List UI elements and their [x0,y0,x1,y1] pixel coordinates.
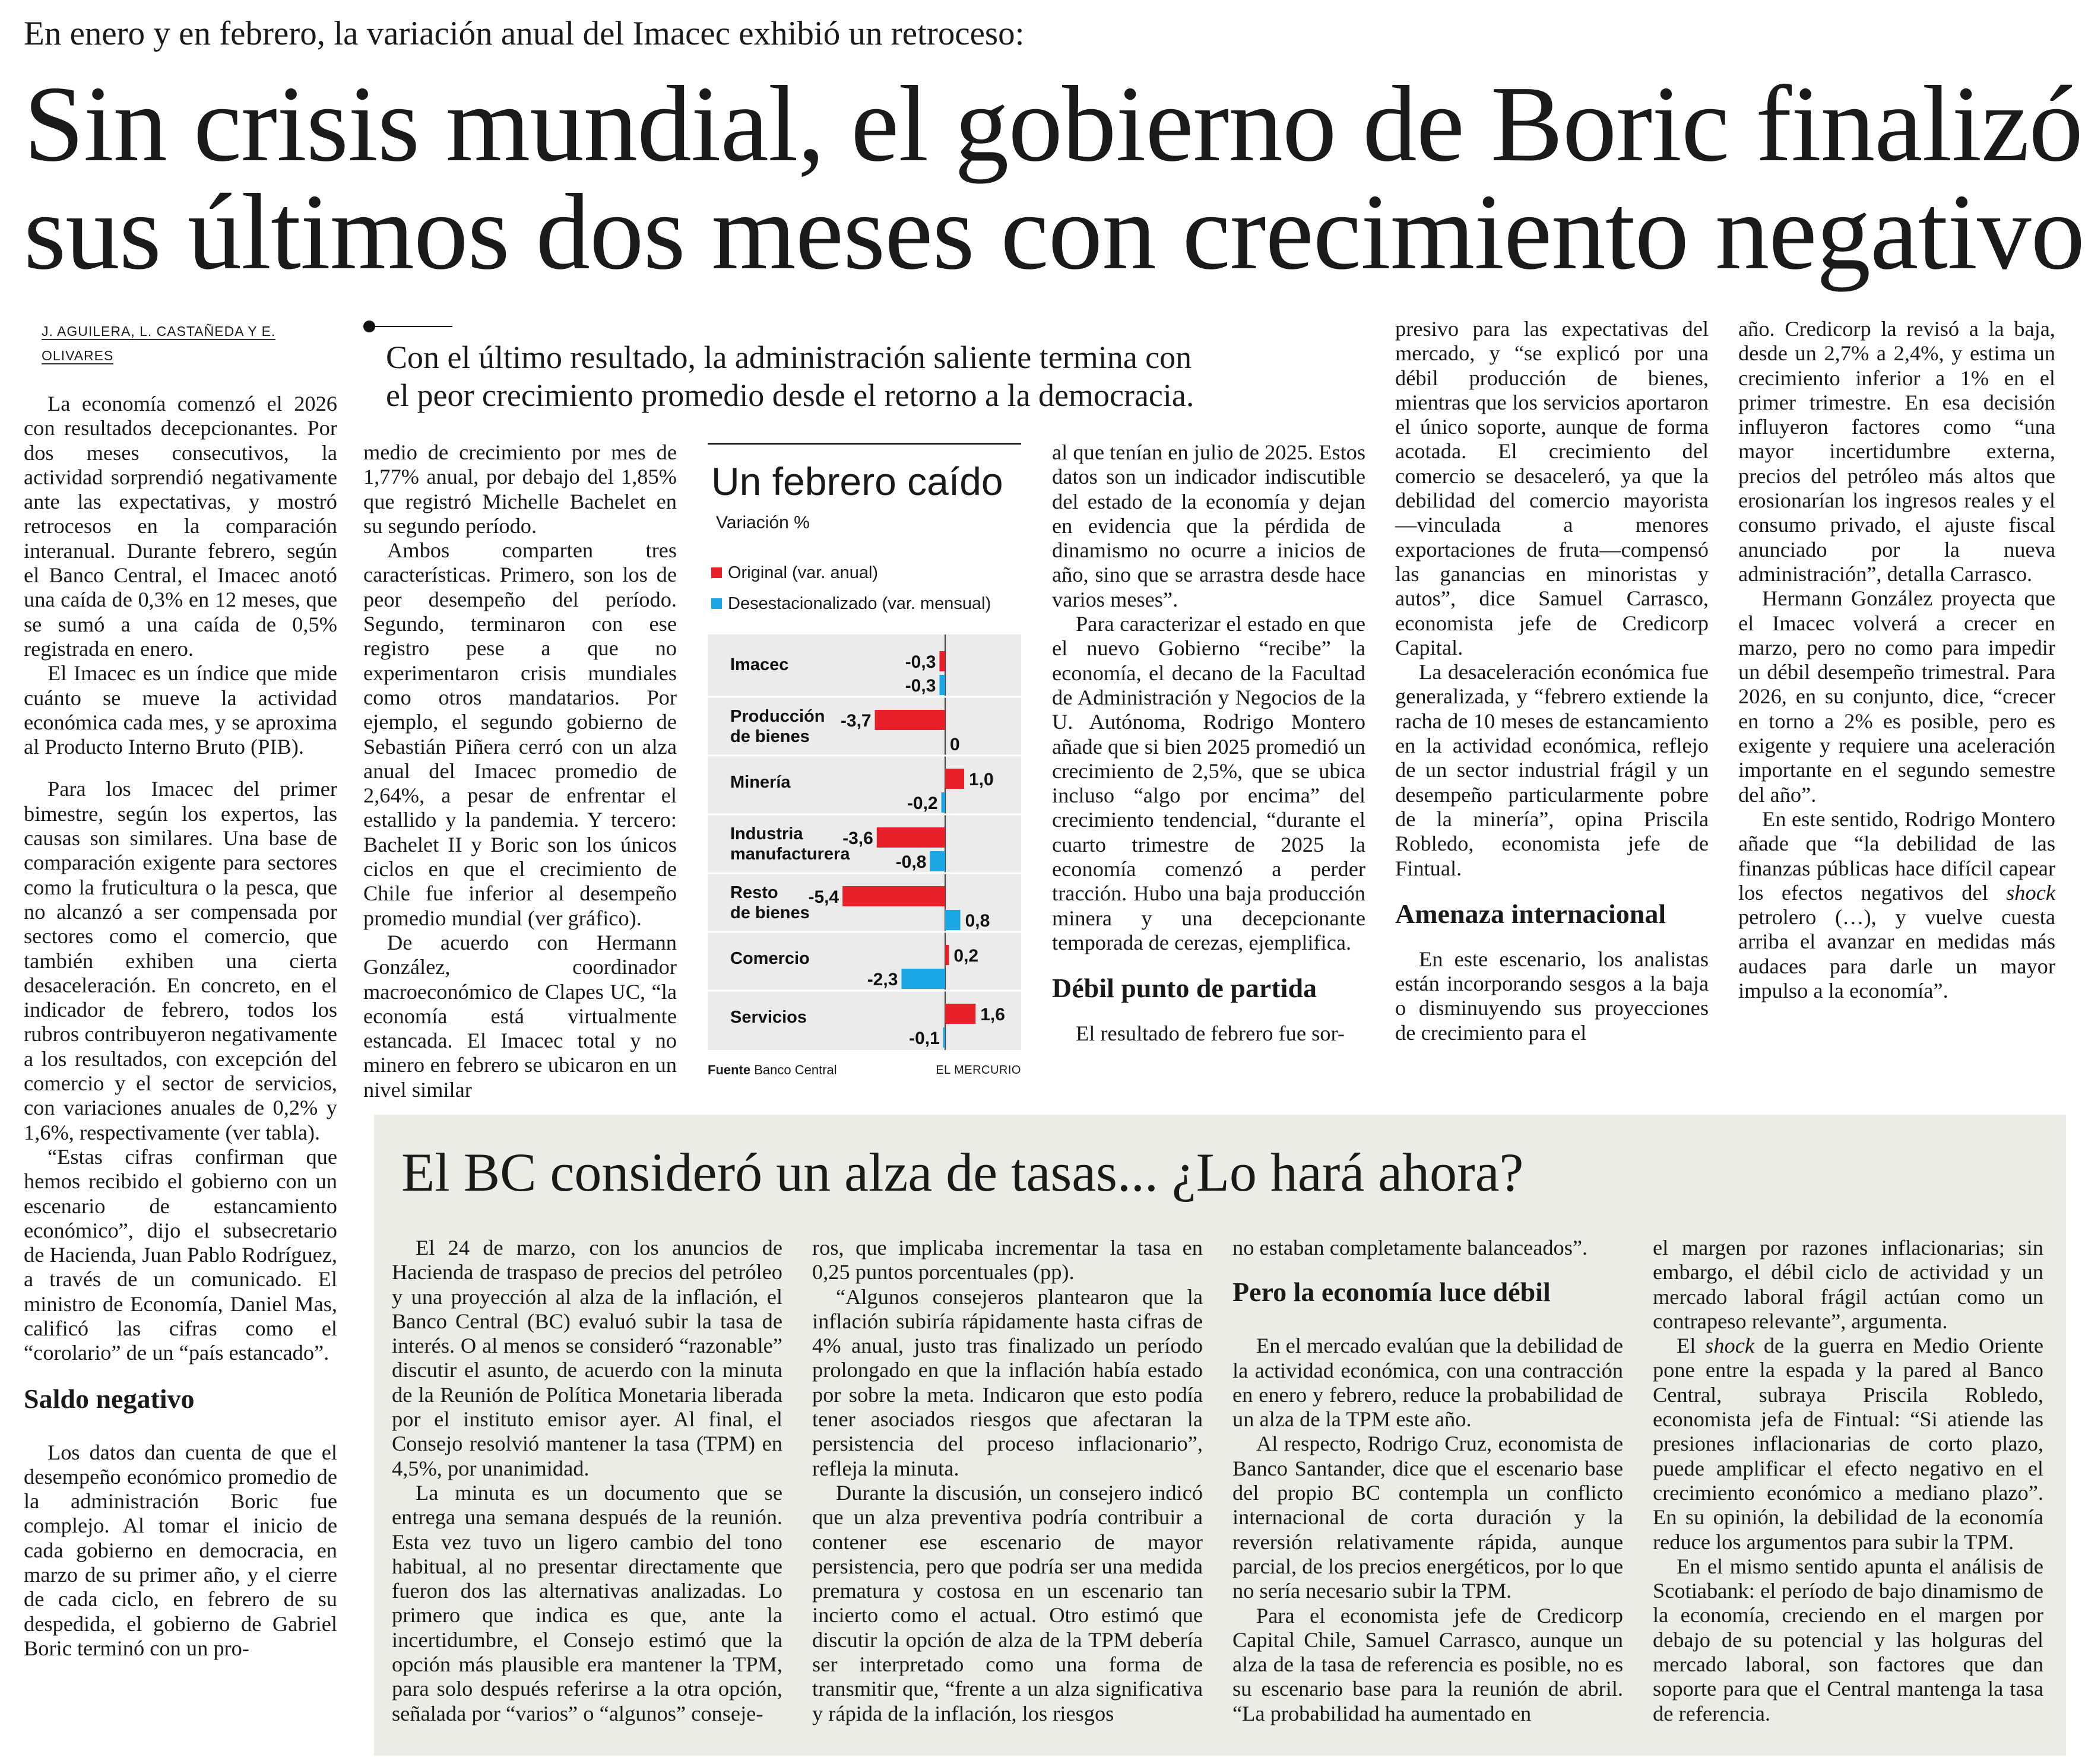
paragraph: La economía comenzó el 2026 con resultados decepcionantes. Por dos meses consecutivos, la actividad sorprendió negativamente ante las expectativas, y mostró retrocesos en la comparación interanual. Durante febrero, según el Banco Central, el Imacec anotó una caída de 0,3% en 12 meses, que se sumó a una caída de 0,5% registrada en enero. [24,392,337,661]
kicker: En enero y en febrero, la variación anual del Imacec exhibió un retroceso: [24,15,1025,52]
byline-line-2: OLIVARES [42,348,114,363]
chart-plot-area [708,634,1021,1050]
bar-desestacionalizado-4 [945,910,961,930]
value-label-desestacionalizado-1: 0 [950,735,960,754]
category-label-1: Producción de bienes [730,707,825,746]
paragraph: al que tenían en julio de 2025. Estos datos son un indicador indiscutible del estado de la economía y dejan en evidencia que la pérdida de dinamismo no ocurre a inicios de año, sino que se arrastra desde hace varios meses”. [1052,440,1365,611]
box-column-1 [392,1236,782,1726]
deck-rule [369,326,452,327]
bar-original-4 [842,886,945,906]
paragraph: Al respecto, Rodrigo Cruz, economista de Banco Santander, dice que el escenario base del propio BC contempla un conflicto internacional de corta duración y la reversión relativamente rápida, aunque parcial, de los precios energéticos, por lo que no sería necesario subir la TPM. [1232,1432,1623,1603]
bar-original-0 [939,651,945,671]
chart-source-name: Banco Central [754,1062,837,1077]
paragraph: “Algunos consejeros plantearon que la inflación subiría rápidamente hasta cifras de 4% anual, justo tras finalizado un período prolongado en que la inflación había estado por sobre la meta. Indicaron que esto podía tener asociados riesgos que afectaran la persistencia del proceso inflacionario”, refleja la minuta. [812,1284,1203,1480]
paragraph: Ambos comparten tres características. Primero, son los de peor desempeño del período. Segundo, terminaron con ese registro pese a que no experimentaron crisis mundiales como otros mandatarios. Por ejemplo, el segundo gobierno de Sebastián Piñera cerró con un alza anual del Imacec promedio de 2,64%, a pesar de enfrentar el estallido y la pandemia. Y tercero: Bachelet II y Boric son los únicos ciclos en que el crecimiento de Chile fue inferior al desempeño promedio mundial (ver gráfico). [363,538,677,930]
legend-label: Original (var. anual) [728,563,879,582]
legend-swatch-red [711,567,722,578]
bar-original-3 [877,827,945,848]
sidebar-story-title: El BC consideró un alza de tasas... ¿Lo hará ahora? [401,1142,1524,1203]
box-column-4 [1653,1236,2043,1726]
byline [42,319,303,368]
subheading-pero-la-economia-luce-debil: Pero la economía luce débil [1232,1277,1551,1308]
value-label-original-4: -5,4 [808,887,839,907]
value-label-desestacionalizado-5: -2,3 [867,970,898,989]
paragraph: De acuerdo con Hermann González, coordinador macroeconómico de Clapes UC, “la economía está virtualmente estancada. El Imacec total y no minero en febrero se ubicaron en un nivel similar [363,930,677,1102]
value-label-original-5: 0,2 [953,946,979,966]
value-label-desestacionalizado-4: 0,8 [965,911,990,931]
paragraph: no estaban completamente balanceados”. [1232,1236,1588,1259]
category-label-4: Resto de bienes [730,883,810,922]
column-5 [1738,317,2055,1003]
value-label-original-2: 1,0 [969,770,994,789]
deck [386,338,1360,414]
column-1 [24,392,337,1661]
chart-source [708,1062,837,1078]
headline [24,64,2085,292]
bar-original-2 [945,769,964,789]
legend-item-original [711,562,1020,583]
paragraph: El resultado de febrero fue sor- [1076,1021,1345,1046]
category-label-3: Industria manufacturera [730,824,850,864]
legend-label: Desestacionalizado (var. mensual) [728,594,991,613]
bar-desestacionalizado-6 [943,1027,945,1048]
paragraph: medio de crecimiento por mes de 1,77% anual, por debajo del 1,85% que registró Michelle Bachelet en su segundo período. [363,440,677,538]
paragraph: ros, que implicaba incrementar la tasa en 0,25 puntos porcentuales (pp). [812,1236,1203,1284]
bar-desestacionalizado-3 [930,851,945,871]
paragraph: En el mismo sentido apunta el análisis de Scotiabank: el período de bajo dinamismo de la economía, creciendo en el margen por debajo de su potencial y las holguras del mercado laboral, son factores que dan soporte para que el Central mantenga la tasa de referencia. [1653,1554,2043,1725]
paragraph: “Estas cifras confirman que hemos recibido el gobierno con un escenario de estancamiento económico”, dijo el subsecretario de Hacienda, Juan Pablo Rodríguez, a través de un comunicado. El ministro de Economía, Daniel Mas, calificó las cifras como el “corolario” de un “país estancado”. [24,1144,337,1365]
bar-original-5 [945,945,949,965]
column-4 [1395,317,1709,1045]
paragraph: En este escenario, los analistas están incorporando sesgos a la baja o disminuyendo sus proyecciones de crecimiento para el [1395,947,1709,1045]
legend-swatch-blue [711,598,722,609]
headline-line-1: Sin crisis mundial, el gobierno de Boric finalizó [24,64,2083,184]
paragraph: La minuta es un documento que se entrega una semana después de la reunión. Esta vez tuvo un ligero cambio del tono habitual, al no presentar directamente que fueron dos las alternativas analizadas. Lo primero que indica es que, ante la incertidumbre, el Consejo estimó que la opción más plausible era mantener la TPM, para solo después referirse a la otra opción, señalada por “varios” o “algunos” conseje- [392,1480,782,1725]
paragraph: el margen por razones inflacionarias; sin embargo, el débil ciclo de actividad y un mercado laboral frágil actúan como un contrapeso relevante”, argumenta. [1653,1236,2043,1333]
value-label-original-1: -3,7 [840,711,872,731]
value-label-original-6: 1,6 [980,1005,1005,1024]
byline-line-1: J. AGUILERA, L. CASTAÑEDA Y E. [42,323,276,339]
subheading-saldo-negativo: Saldo negativo [24,1383,195,1414]
chart-title: Un febrero caído [711,459,1003,503]
category-label-0: Imacec [730,655,789,674]
paragraph: En el mercado evalúan que la debilidad de la actividad económica, con una contracción en enero y febrero, reduce la probabilidad de un alza de la TPM este año. [1232,1334,1623,1432]
box-column-3 [1232,1236,1623,1726]
paragraph: El Imacec es un índice que mide cuánto se mueve la actividad económica cada mes, y se aproxima al Producto Interno Bruto (PIB). [24,661,337,759]
category-label-6: Servicios [730,1008,807,1027]
paragraph: Durante la discusión, un consejero indicó que un alza preventiva podría contribuir a contener ese escenario de mayor persistencia, pero que podría ser una medida prematura y costosa en un escenario tan incierto como el actual. Otro estimó que discutir la opción de alza de la TPM debería ser interpretado como una forma de transmitir que, “frente a un alza significativa y rápida de la inflación, los riesgos [812,1480,1203,1725]
category-label-2: Minería [730,773,791,792]
bar-original-1 [875,710,945,730]
chart-brand: EL MERCURIO [936,1064,1021,1077]
value-label-desestacionalizado-3: -0,8 [895,852,927,872]
column-2 [363,440,677,1102]
category-label-5: Comercio [730,949,810,968]
bar-desestacionalizado-5 [901,969,945,989]
paragraph: El 24 de marzo, con los anuncios de Hacienda de traspaso de precios del petróleo y una proyección al alza de la inflación, el Banco Central (BC) evaluó subir la tasa de interés. O al menos se consideró “razonable” discutir el asunto, de acuerdo con la minuta de la Reunión de Política Monetaria liberada por el instituto emisor ayer. Al final, el Consejo resolvió mantener la tasa (TPM) en 4,5%, por unanimidad. [392,1236,782,1480]
paragraph: Hermann González proyecta que el Imacec volverá a crecer en marzo, pero no como para impedir un débil desempeño trimestral. Para 2026, en su conjunto, dice, “crecer en torno a 2% es posible, pero es exigente y requiere una aceleración importante en el segundo semestre del año”. [1738,586,2055,807]
subheading-amenaza-internacional: Amenaza internacional [1395,898,1666,929]
value-label-desestacionalizado-6: -0,1 [909,1029,940,1048]
chart-subtitle: Variación % [716,513,810,532]
bar-desestacionalizado-0 [939,675,945,695]
chart-un-febrero-caido [708,443,1021,1086]
chart-bars [708,634,1021,1050]
column-3 [1052,440,1365,1046]
deck-line-1: Con el último resultado, la administración saliente termina con [386,340,1192,375]
deck-line-2: el peor crecimiento promedio desde el retorno a la democracia. [386,377,1194,413]
bar-original-6 [945,1004,975,1024]
paragraph: Para los Imacec del primer bimestre, según los expertos, las causas son similares. Una base de comparación exigente para sectores como la fruticultura o la pesca, que no alcanzó a ser compensada por sectores como el comercio, que también exhiben una cierta desaceleración. En concreto, en el indicador de febrero, todos los rubros contribuyeron negativamente a los resultados, con excepción del comercio y el sector de servicios, con variaciones anuales de 0,2% y 1,6%, respectivamente (ver tabla). [24,777,337,1144]
headline-line-2: sus últimos dos meses con crecimiento negativo [24,172,2085,292]
paragraph: Para el economista jefe de Credicorp Capital Chile, Samuel Carrasco, aunque un alza de la tasa de referencia es posible, no es su escenario base para la reunión de abril. “La probabilidad ha aumentado en [1232,1603,1623,1725]
paragraph: Para caracterizar el estado en que el nuevo Gobierno “recibe” la economía, el decano de la Facultad de Administración y Negocios de la U. Autónoma, Rodrigo Montero añade que si bien 2025 promedió un crecimiento de 2,5%, que se ubica incluso “algo por encima” del crecimiento tendencial, “durante el cuarto trimestre de 2025 la economía comenzó a perder tracción. Hubo una baja producción minera y una decepcionante temporada de cerezas, ejemplifica. [1052,612,1365,954]
paragraph: La desaceleración económica fue generalizada, y “febrero extiende la racha de 10 meses de estancamiento en la actividad económica, reflejo de un sector industrial frágil y un desempeño particularmente pobre de la minería”, opina Priscila Robledo, economista jefe de Fintual. [1395,660,1709,880]
value-label-original-0: -0,3 [905,652,936,672]
chart-source-label: Fuente [708,1062,751,1077]
value-label-original-3: -3,6 [842,829,873,848]
value-label-desestacionalizado-2: -0,2 [907,794,938,813]
paragraph: En este sentido, Rodrigo Montero añade que “la debilidad de las finanzas públicas hace difícil capear los efectos negativos del shock petrolero (…), y vuelve cuesta arriba el avanzar en medidas más audaces para darle un mayor impulso a la economía”. [1738,807,2055,1003]
paragraph: año. Credicorp la revisó a la baja, desde un 2,7% a 2,4%, y estima un crecimiento inferior a 1% en el primer trimestre. En esa decisión influyeron factores como “una mayor incertidumbre externa, precios del petróleo más altos que erosionarían los ingresos reales y el consumo privado, el ajuste fiscal anunciado por la nueva administración”, detalla Carrasco. [1738,317,2055,586]
paragraph: Los datos dan cuenta de que el desempeño económico promedio de la administración Boric fue complejo. Al tomar el inicio de cada gobierno en democracia, en marzo de su primer año, y el cierre de cada ciclo, en febrero de su despedida, el gobierno de Gabriel Boric terminó con un pro- [24,1440,337,1660]
value-label-desestacionalizado-0: -0,3 [905,676,936,696]
bar-desestacionalizado-2 [942,792,945,813]
subheading-debil-punto-de-partida: Débil punto de partida [1052,973,1317,1004]
legend-item-desestacionalizado [711,593,1020,614]
paragraph: El shock de la guerra en Medio Oriente pone entre la espada y la pared al Banco Central, subraya Priscila Robledo, economista jefa de Fintual: “Si atiende las presiones inflacionarias de corto plazo, puede amplificar el efecto negativo en el crecimiento económico a mediano plazo”. En su opinión, la debilidad de la economía reduce los argumentos para subir la TPM. [1653,1334,2043,1554]
paragraph: presivo para las expectativas del mercado, y “se explicó por una débil producción de bienes, mientras que los servicios aportaron el único soporte, aunque de forma acotada. El crecimiento del comercio se desaceleró, ya que la debilidad del comercio mayorista —vinculada a menores exportaciones de fruta—compensó las ganancias en minoristas y autos”, dice Samuel Carrasco, economista jefe de Credicorp Capital. [1395,317,1709,659]
box-column-2 [812,1236,1203,1726]
